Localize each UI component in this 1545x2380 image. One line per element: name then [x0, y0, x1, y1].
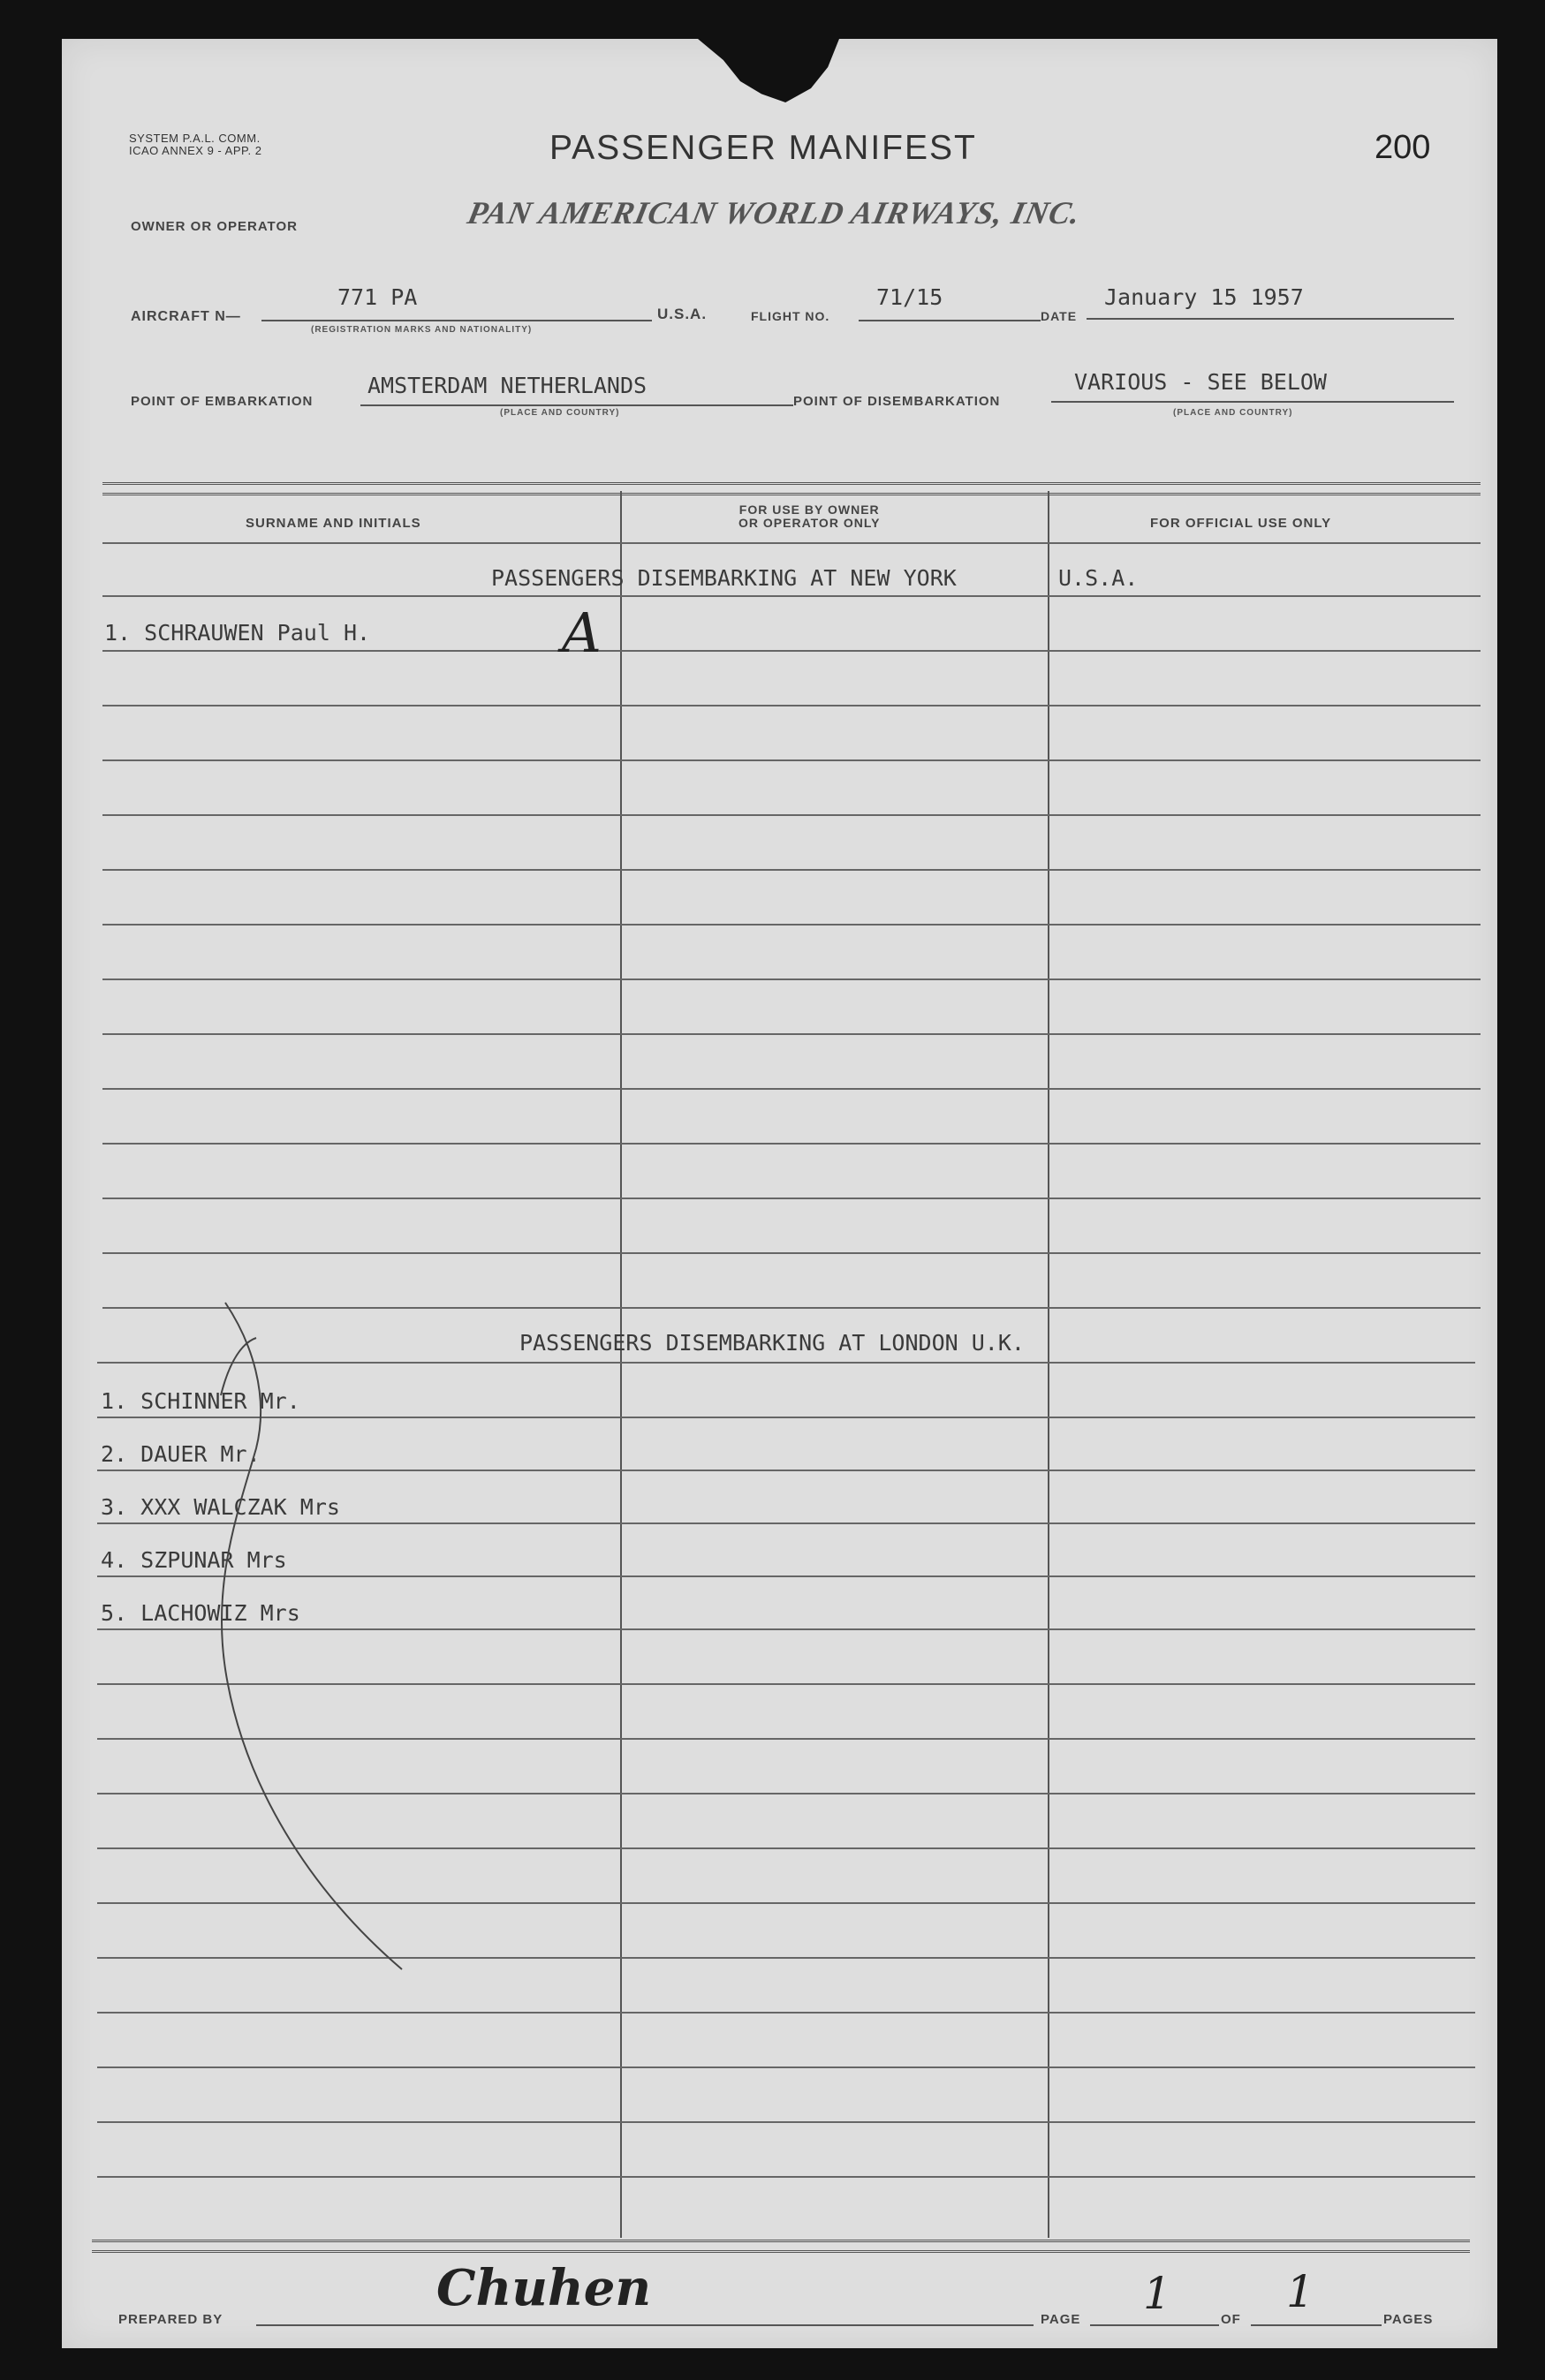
- passenger-name: SCHINNER Mr.: [140, 1388, 300, 1414]
- passenger-number: 1.: [101, 1388, 128, 1414]
- column-header-operator-line1: FOR USE BY OWNER: [738, 502, 880, 517]
- column-header-surname: SURNAME AND INITIALS: [246, 516, 421, 531]
- page-value: 1: [1143, 2268, 1171, 2319]
- aircraft-label: AIRCRAFT N—: [131, 309, 241, 324]
- passenger-name: XXX WALCZAK Mrs: [140, 1494, 340, 1520]
- page-number: 200: [1375, 129, 1431, 166]
- flight-number-value: 71/15: [876, 284, 943, 310]
- owner-label: OWNER OR OPERATOR: [131, 219, 298, 234]
- pages-label: PAGES: [1383, 2312, 1434, 2327]
- disembarkation-value: VARIOUS - SEE BELOW: [1074, 369, 1327, 395]
- embarkation-value: AMSTERDAM NETHERLANDS: [367, 373, 648, 398]
- handwritten-mark: A: [562, 601, 602, 665]
- aircraft-value: 771 PA: [337, 284, 418, 310]
- of-value: 1: [1286, 2266, 1314, 2317]
- table-bottom-border: [92, 2240, 1470, 2242]
- disembarkation-sublabel: (PLACE AND COUNTRY): [1173, 408, 1293, 418]
- usa-label: U.S.A.: [657, 306, 708, 322]
- form-reference-line1: SYSTEM P.A.L. COMM.: [129, 132, 261, 145]
- passenger-name: SCHRAUWEN Paul H.: [144, 620, 371, 646]
- passenger-name: LACHOWIZ Mrs: [140, 1600, 300, 1626]
- column-divider-1: [620, 491, 622, 2238]
- header-divider: [102, 542, 1481, 544]
- passenger-number: 2.: [101, 1441, 128, 1467]
- section-newyork-country: U.S.A.: [1058, 565, 1139, 591]
- section-newyork-heading: PASSENGERS DISEMBARKING AT NEW YORK: [491, 565, 957, 591]
- airline-name: PAN AMERICAN WORLD AIRWAYS, INC.: [464, 195, 1085, 230]
- pencil-stroke: [203, 1289, 415, 1978]
- prepared-by-label: PREPARED BY: [118, 2312, 223, 2327]
- list-item: [104, 620, 370, 646]
- page-label: PAGE: [1041, 2312, 1081, 2327]
- passenger-number: 5.: [101, 1600, 128, 1626]
- form-reference: [129, 132, 261, 157]
- of-label: OF: [1221, 2312, 1241, 2327]
- flight-number-label: FLIGHT NO.: [751, 309, 830, 323]
- page-title: PASSENGER MANIFEST: [549, 129, 977, 167]
- signature: Chuhen: [436, 2259, 652, 2317]
- passenger-name: SZPUNAR Mrs: [140, 1547, 287, 1573]
- passenger-name: DAUER Mr.: [140, 1441, 261, 1467]
- disembarkation-label: POINT OF DISEMBARKATION: [793, 394, 1001, 409]
- column-header-operator-line2: OR OPERATOR ONLY: [738, 516, 881, 530]
- passenger-number: 3.: [101, 1494, 128, 1520]
- column-header-operator: [738, 503, 880, 530]
- section-london-heading: PASSENGERS DISEMBARKING AT LONDON U.K.: [519, 1330, 1025, 1356]
- passenger-number: 4.: [101, 1547, 128, 1573]
- passenger-number: 1.: [104, 620, 132, 646]
- column-header-official: FOR OFFICIAL USE ONLY: [1150, 516, 1332, 531]
- embarkation-label: POINT OF EMBARKATION: [131, 394, 314, 409]
- column-divider-2: [1048, 491, 1049, 2238]
- table-top-border: [102, 482, 1481, 485]
- embarkation-sublabel: (PLACE AND COUNTRY): [500, 408, 620, 418]
- date-label: DATE: [1041, 309, 1078, 323]
- aircraft-sublabel: (REGISTRATION MARKS AND NATIONALITY): [311, 325, 533, 335]
- form-reference-line2: ICAO ANNEX 9 - APP. 2: [129, 144, 262, 157]
- date-value: January 15 1957: [1104, 284, 1304, 310]
